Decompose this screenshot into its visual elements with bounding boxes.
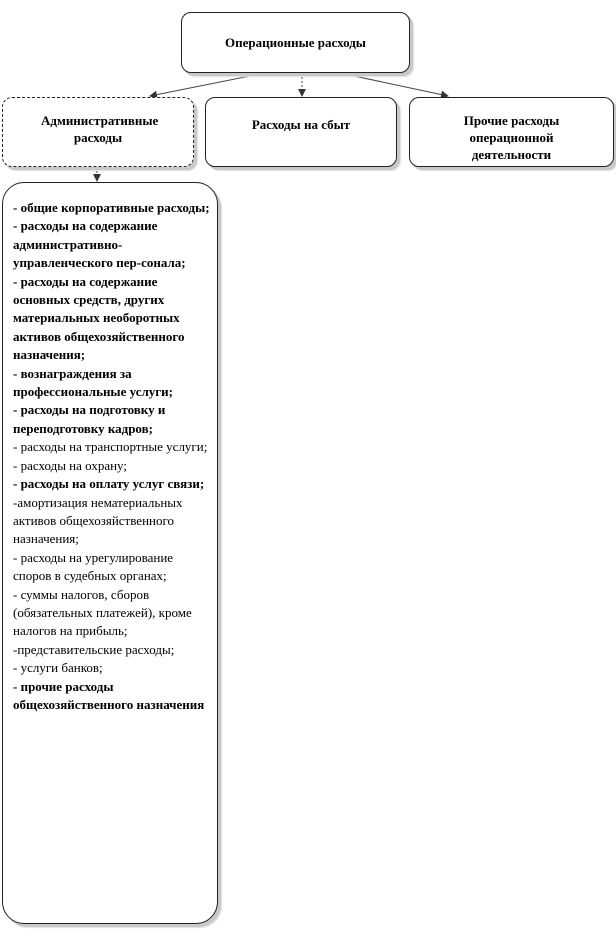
admin-detail-item: - расходы на содержание основных средств, других материальных необоротных активов общехозяйственного назначения; (13, 273, 185, 363)
admin-detail-item: - расходы на подготовку и переподготовку кадров; (13, 402, 166, 436)
admin-detail-item: -амортизация нематериальных активов общехозяйственного назначения; (13, 494, 183, 547)
root-node-label: Операционные расходы (225, 35, 366, 50)
admin-detail-item: - расходы на оплату услуг связи; (13, 476, 205, 492)
child-node-other (409, 97, 614, 167)
admin-detail-item: - расходы на урегулирование споров в судебных органах; (13, 549, 174, 584)
admin-detail-item: - суммы налогов, сборов (обязательных платежей), кроме налогов на прибыль; (13, 586, 192, 639)
child-node-other-label: Прочие расходы операционной деятельности (463, 113, 560, 162)
child-node-sales (205, 97, 397, 167)
admin-detail-item: - общие корпоративные расходы; (13, 200, 210, 215)
admin-detail-item: - расходы на содержание административно-управленческого пер-сонала; (13, 218, 186, 271)
child-node-sales-label: Расходы на сбыт (251, 117, 351, 132)
root-node (181, 12, 410, 73)
child-node-admin (2, 97, 194, 167)
arrow-root-to-other (340, 73, 448, 96)
admin-detail-item: - расходы на транспортные услуги; (13, 439, 208, 455)
admin-detail-item: - услуги банков; (13, 660, 103, 676)
admin-detail-item: - прочие расходы общехозяйственного назначения (13, 678, 205, 712)
admin-detail-item: -представительские расходы; (13, 641, 175, 657)
admin-detail-item: - вознаграждения за профессиональные услуги; (13, 365, 173, 400)
admin-details-box (2, 182, 218, 924)
admin-detail-item: - расходы на охрану; (13, 457, 127, 473)
child-node-admin-label: Административные расходы (41, 113, 159, 145)
admin-details-list (13, 199, 211, 714)
arrow-root-to-admin (150, 73, 265, 96)
